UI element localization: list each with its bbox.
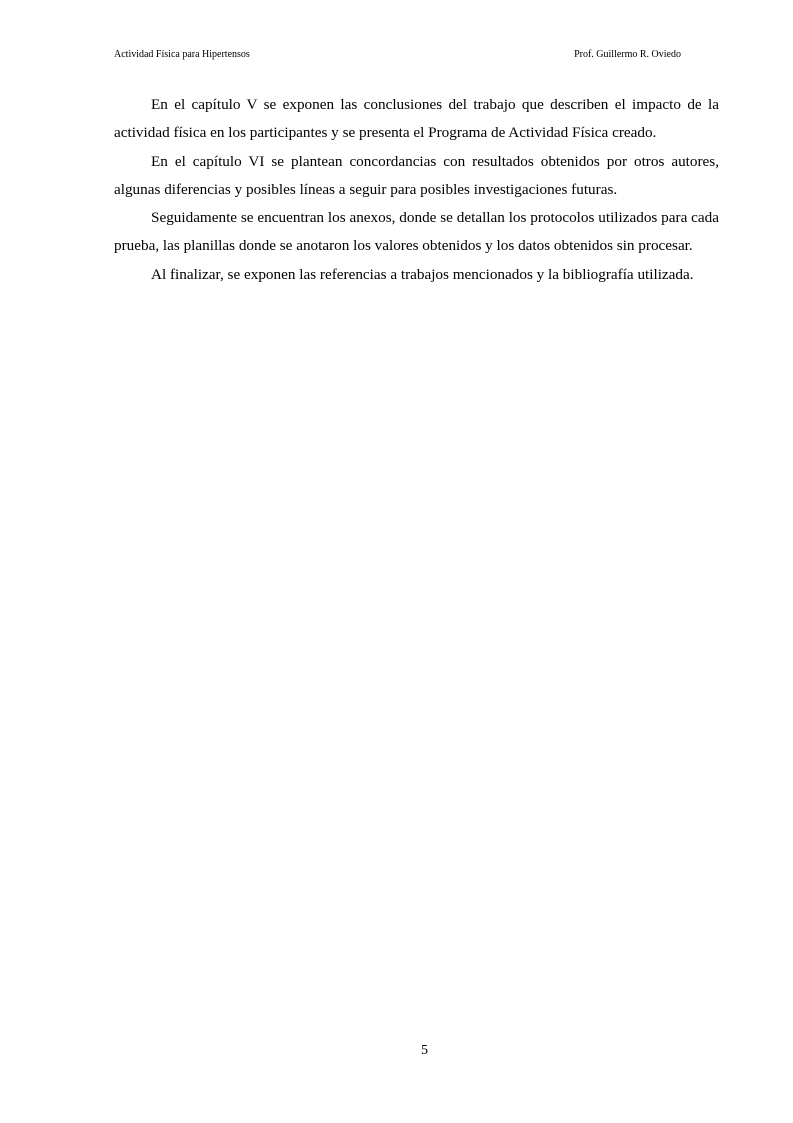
paragraph: En el capítulo V se exponen las conclusiones del trabajo que describen el impacto de la actividad física en los participantes y se presenta el Programa de Actividad Física creado. — [114, 96, 719, 142]
header-author: Prof. Guillermo R. Oviedo — [574, 49, 681, 60]
paragraph: Al finalizar, se exponen las referencias a trabajos mencionados y la bibliografía utilizada. — [151, 265, 694, 283]
paragraph: En el capítulo VI se plantean concordancias con resultados obtenidos por otros autores, algunas diferencias y posibles líneas a seguir para posibles investigaciones futuras. — [114, 152, 719, 198]
document-body — [114, 91, 719, 289]
page-number: 5 — [421, 1043, 428, 1058]
paragraph: Seguidamente se encuentran los anexos, donde se detallan los protocolos utilizados para cada prueba, las planillas donde se anotaron los valores obtenidos y los datos obtenidos sin procesar. — [114, 209, 719, 255]
page-header — [114, 47, 681, 63]
header-title: Actividad Física para Hipertensos — [114, 49, 250, 60]
